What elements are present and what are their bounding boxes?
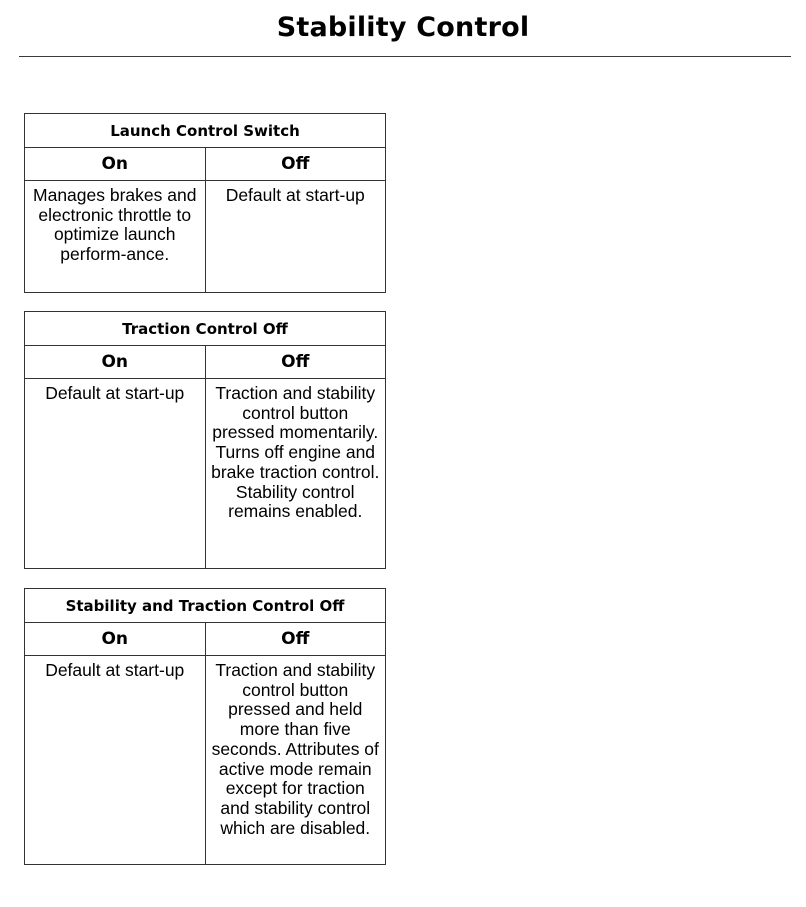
table-row [25, 181, 386, 293]
table-heading: Traction Control Off [25, 312, 386, 346]
column-header-off: Off [205, 148, 386, 181]
column-header-on: On [25, 623, 206, 656]
page-title: Stability Control [276, 12, 530, 43]
on-description-cell: Default at start-up [25, 656, 206, 865]
table-heading: Launch Control Switch [25, 114, 386, 148]
off-description-cell: Default at start-up [205, 181, 386, 293]
on-description-cell: Default at start-up [25, 379, 206, 569]
traction-control-off-table [24, 311, 386, 569]
title-divider [19, 56, 791, 57]
stability-and-traction-control-off-table [24, 588, 386, 865]
table-row [25, 656, 386, 865]
column-header-on: On [25, 346, 206, 379]
table-heading: Stability and Traction Control Off [25, 589, 386, 623]
table-row [25, 379, 386, 569]
column-header-off: Off [205, 623, 386, 656]
off-description-cell: Traction and stability control button pressed momentarily. Turns off engine and brake traction control. Stability control remains enabled. [205, 379, 386, 569]
on-description-cell: Manages brakes and electronic throttle to optimize launch perform-ance. [25, 181, 206, 293]
column-header-on: On [25, 148, 206, 181]
column-header-off: Off [205, 346, 386, 379]
off-description-cell: Traction and stability control button pressed and held more than five seconds. Attributes of active mode remain except for traction and stability control which are disabled. [205, 656, 386, 865]
launch-control-switch-table [24, 113, 386, 293]
